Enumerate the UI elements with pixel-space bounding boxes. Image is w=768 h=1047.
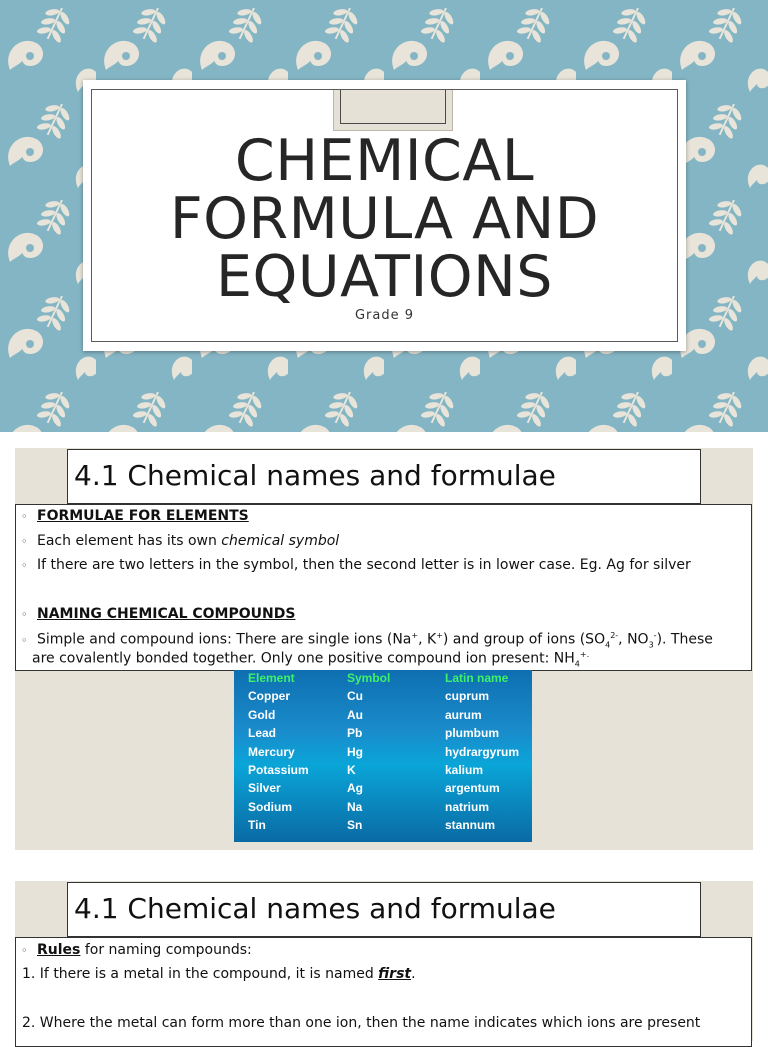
table-cell: Ag — [347, 781, 363, 796]
emphasis-text: chemical symbol — [221, 533, 340, 549]
table-row — [234, 708, 532, 726]
table-cell: Hg — [347, 744, 363, 759]
section-title: FORMULAE FOR ELEMENTS — [37, 508, 249, 524]
element-symbol-table — [234, 670, 532, 842]
bullet-icon: ◦ — [21, 535, 28, 548]
table-cell: K — [347, 763, 356, 777]
table-row — [234, 781, 532, 799]
table-row — [234, 800, 532, 818]
table-cell: kalium — [445, 763, 484, 777]
table-header-cell: Symbol — [347, 671, 391, 685]
list-item: ◦ If there are two letters in the symbol, then the second letter is in lower case. Eg. Ag for silver — [16, 557, 691, 573]
table-cell: cuprum — [445, 689, 490, 704]
table-cell: Pb — [347, 726, 363, 741]
main-title-line-3: EQUATIONS — [216, 244, 553, 310]
table-cell: natrium — [445, 799, 490, 814]
table-header-row — [234, 671, 532, 689]
table-header-cell: Latin name — [445, 671, 509, 685]
table-cell: Gold — [248, 707, 276, 722]
slide-content-box — [15, 504, 752, 671]
table-row — [234, 689, 532, 707]
table-cell: Cu — [347, 689, 363, 704]
table-cell: plumbum — [445, 726, 499, 741]
list-item: ◦ Each element has its own chemical symbol — [16, 533, 339, 549]
table-cell: Au — [347, 707, 363, 722]
table-cell: argentum — [445, 781, 500, 796]
slide-heading: 4.1 Chemical names and formulae — [74, 892, 556, 925]
bullet-icon: ◦ — [21, 559, 28, 572]
table-row — [234, 763, 532, 781]
table-cell: Tin — [248, 818, 266, 833]
title-slide — [0, 0, 768, 432]
table-cell: stannum — [445, 818, 496, 833]
bullet-icon: ◦ — [21, 608, 28, 621]
table-row — [234, 745, 532, 763]
title-card — [83, 80, 686, 351]
bullet-icon: ◦ — [21, 633, 28, 647]
title-card-frame — [91, 89, 678, 342]
rule-item: 1. If there is a metal in the compound, it is named first. — [22, 966, 416, 982]
slide-heading-box — [67, 449, 701, 504]
list-item — [16, 508, 249, 524]
slide-naming-rules — [15, 881, 753, 1041]
table-row — [234, 726, 532, 744]
list-item: ◦ Simple and compound ions: There are single ions (Na+, K+) and group of ions ($SO_4^{2-}$, $NO_3^-$). These — [16, 631, 713, 649]
table-cell: Mercury — [248, 744, 295, 759]
slide-heading: 4.1 Chemical names and formulae — [74, 459, 556, 492]
table-cell: Na — [347, 799, 363, 814]
table-cell: Copper — [248, 689, 290, 704]
main-title-line-1: CHEMICAL — [234, 128, 535, 194]
main-title — [92, 128, 677, 310]
list-item — [16, 606, 295, 622]
bullet-icon: ◦ — [21, 944, 28, 957]
table-cell: Sn — [347, 818, 363, 833]
table-row — [234, 818, 532, 836]
table-cell: aurum — [445, 707, 482, 722]
table-cell: Silver — [248, 781, 281, 796]
table-cell: Potassium — [248, 763, 309, 777]
slide-heading-box — [67, 882, 701, 937]
rule-item: 2. Where the metal can form more than one ion, then the name indicates which ions are present — [22, 1015, 701, 1031]
table-cell: hydrargyrum — [445, 744, 520, 759]
slide-names-formulae — [15, 448, 753, 850]
table-cell: Sodium — [248, 799, 292, 814]
slide-content-box — [15, 937, 752, 1047]
list-item-continuation: are covalently bonded together. Only one positive compound ion present: $NH_4^{+.}$ — [32, 650, 590, 669]
section-title: NAMING CHEMICAL COMPOUNDS — [37, 606, 296, 622]
table-header-cell: Element — [248, 671, 295, 685]
subtitle: Grade 9 — [354, 308, 415, 323]
main-title-line-2: FORMULA AND — [169, 186, 600, 252]
table-cell: Lead — [248, 726, 277, 741]
emphasis-text: first — [378, 966, 412, 982]
list-item: ◦ Rules for naming compounds: — [16, 942, 252, 958]
title-card-tab — [333, 90, 453, 131]
rules-label: Rules — [37, 942, 81, 958]
bullet-icon: ◦ — [21, 510, 28, 523]
